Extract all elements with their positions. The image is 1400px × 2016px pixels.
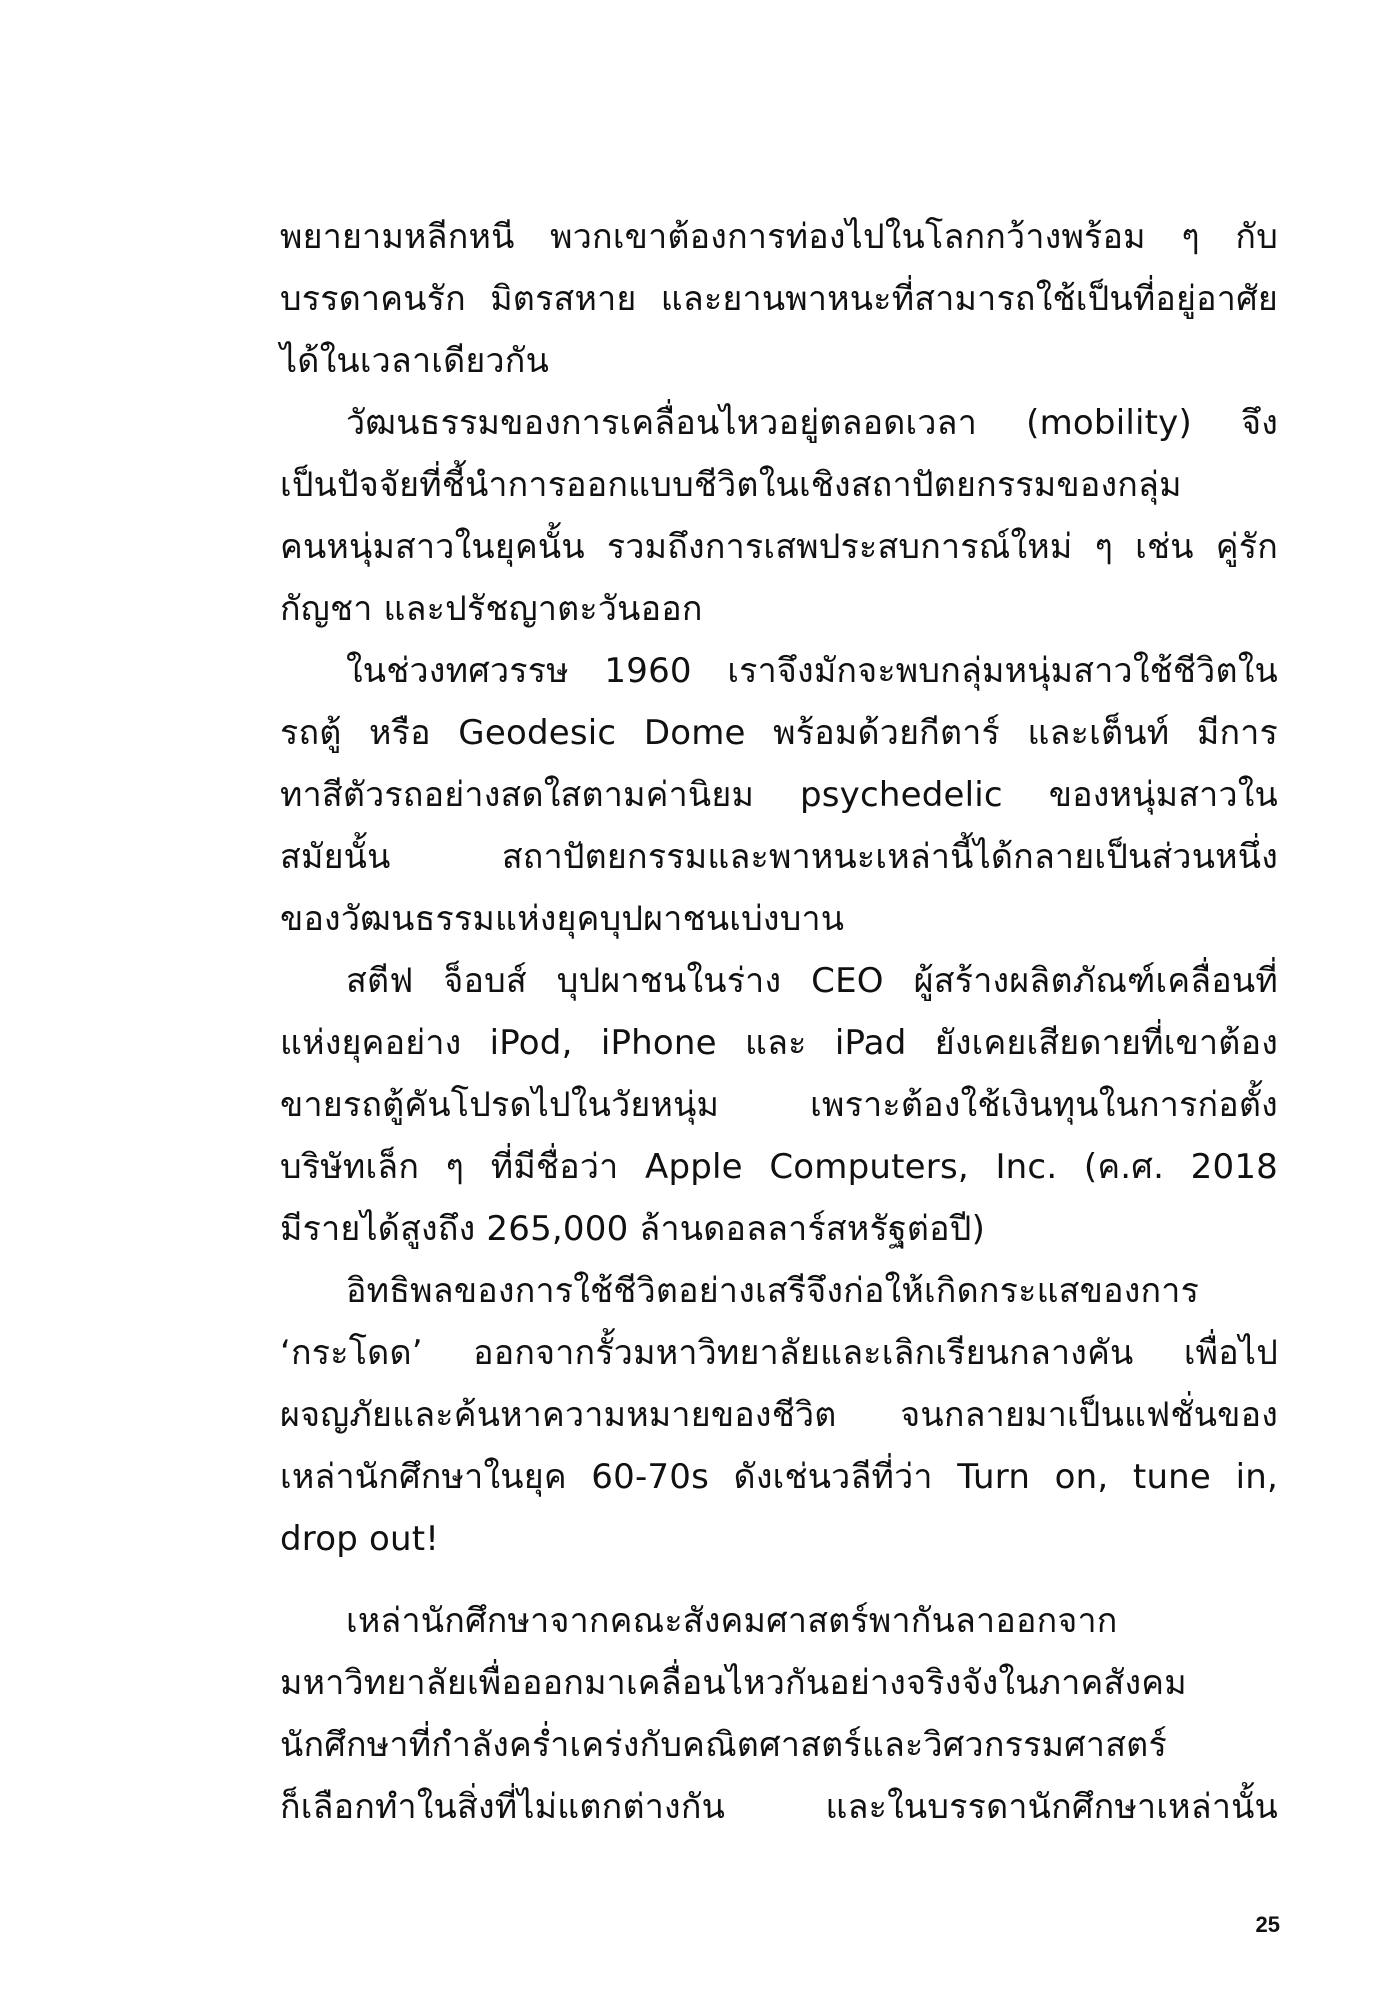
text-line: ผจญภัยและค้นหาความหมายของชีวิต จนกลายมาเป็นแฟชั่นของ	[280, 1395, 1278, 1435]
paragraph	[280, 1590, 1278, 1838]
text-line: สตีฟ จ็อบส์ บุปผาชนในร่าง CEO ผู้สร้างผลิตภัณฑ์เคลื่อนที่	[346, 961, 1278, 1001]
paragraph	[280, 950, 1278, 1260]
paragraph	[280, 640, 1278, 950]
text-line: ก็เลือกทำในสิ่งที่ไม่แตกต่างกัน และในบรรดานักศึกษาเหล่านั้น	[280, 1787, 1278, 1827]
page-number: 25	[1255, 1912, 1280, 1937]
text-line: คนหนุ่มสาวในยุคนั้น รวมถึงการเสพประสบการณ์ใหม่ ๆ เช่น คู่รัก	[280, 527, 1278, 567]
text-line: drop out!	[280, 1519, 440, 1559]
body-text	[280, 206, 1278, 1838]
text-line: อิทธิพลของการใช้ชีวิตอย่างเสรีจึงก่อให้เกิดกระแสของการ	[346, 1271, 1200, 1311]
text-line: สมัยนั้น สถาปัตยกรรมและพาหนะเหล่านี้ได้กลายเป็นส่วนหนึ่ง	[280, 837, 1278, 877]
text-line: เป็นปัจจัยที่ชี้นำการออกแบบชีวิตในเชิงสถาปัตยกรรมของกลุ่ม	[280, 465, 1182, 505]
text-line: ในช่วงทศวรรษ 1960 เราจึงมักจะพบกลุ่มหนุ่มสาวใช้ชีวิตใน	[346, 651, 1278, 691]
paragraph	[280, 206, 1278, 392]
text-line: ขายรถตู้คันโปรดไปในวัยหนุ่ม เพราะต้องใช้เงินทุนในการก่อตั้ง	[280, 1085, 1278, 1125]
text-line: กัญชา และปรัชญาตะวันออก	[280, 589, 703, 629]
text-line: วัฒนธรรมของการเคลื่อนไหวอยู่ตลอดเวลา (mobility) จึง	[346, 403, 1278, 443]
text-line: เหล่านักศึกษาจากคณะสังคมศาสตร์พากันลาออกจาก	[346, 1601, 1118, 1641]
text-line: พยายามหลีกหนี พวกเขาต้องการท่องไปในโลกกว้างพร้อม ๆ กับ	[280, 217, 1278, 257]
text-line: ทาสีตัวรถอย่างสดใสตามค่านิยม psychedelic ของหนุ่มสาวใน	[280, 775, 1278, 815]
paragraph	[280, 392, 1278, 640]
text-line: ของวัฒนธรรมแห่งยุคบุปผาชนเบ่งบาน	[280, 899, 845, 939]
text-line: ได้ในเวลาเดียวกัน	[280, 341, 550, 381]
text-line: นักศึกษาที่กำลังคร่ำเคร่งกับคณิตศาสตร์และวิศวกรรมศาสตร์	[280, 1725, 1167, 1765]
text-line: เหล่านักศึกษาในยุค 60-70s ดังเช่นวลีที่ว่า Turn on, tune in,	[280, 1457, 1278, 1497]
text-line: รถตู้ หรือ Geodesic Dome พร้อมด้วยกีตาร์ และเต็นท์ มีการ	[280, 713, 1278, 753]
paragraph-spacer	[280, 1570, 1278, 1590]
text-line: แห่งยุคอย่าง iPod, iPhone และ iPad ยังเคยเสียดายที่เขาต้อง	[280, 1023, 1278, 1063]
text-line: ‘กระโดด’ ออกจากรั้วมหาวิทยาลัยและเลิกเรียนกลางคัน เพื่อไป	[280, 1333, 1278, 1373]
text-line: บริษัทเล็ก ๆ ที่มีชื่อว่า Apple Computers, Inc. (ค.ศ. 2018	[280, 1147, 1278, 1187]
text-line: มหาวิทยาลัยเพื่อออกมาเคลื่อนไหวกันอย่างจริงจังในภาคสังคม	[280, 1663, 1187, 1703]
text-line: บรรดาคนรัก มิตรสหาย และยานพาหนะที่สามารถใช้เป็นที่อยู่อาศัย	[280, 279, 1278, 319]
text-line: มีรายได้สูงถึง 265,000 ล้านดอลลาร์สหรัฐต่อปี)	[280, 1209, 986, 1249]
paragraph	[280, 1260, 1278, 1570]
